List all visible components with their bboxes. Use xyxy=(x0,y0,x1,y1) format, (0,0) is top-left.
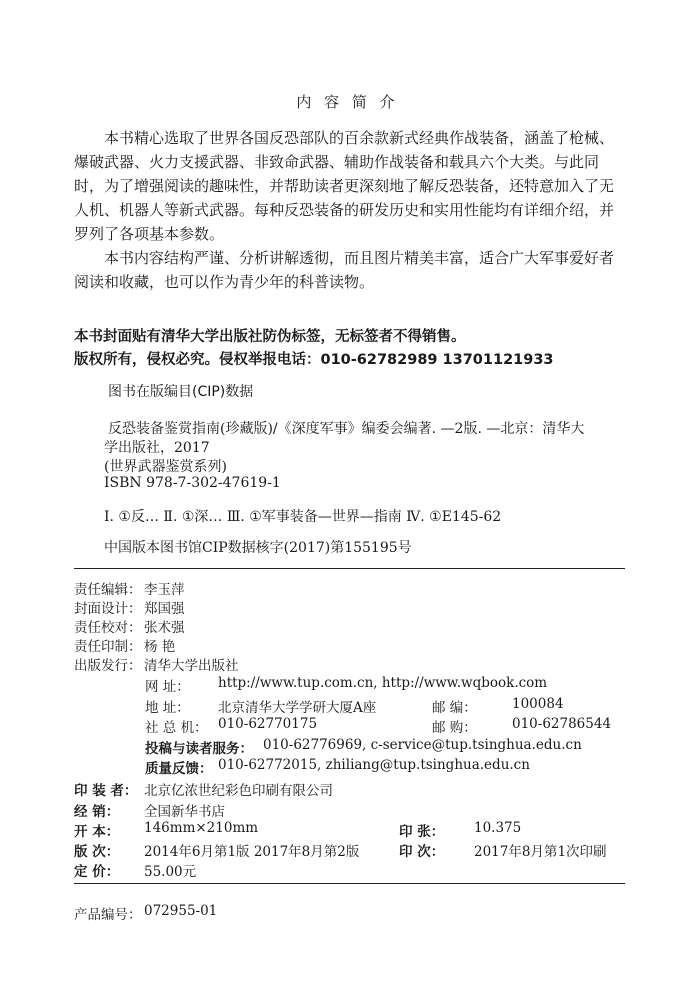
publisher-label: 出版发行： xyxy=(74,658,142,674)
cip-series: (世界武器鉴赏系列) xyxy=(104,459,227,475)
website-value: http://www.tup.com.cn, http://www.wqbook.com xyxy=(218,675,548,691)
intro-line: 阅读和收藏，也可以作为青少年的科普读物。 xyxy=(74,273,375,291)
printer-label: 印 装 者： xyxy=(74,783,138,799)
price-label: 定 价： xyxy=(74,864,120,880)
edition-label: 版 次： xyxy=(74,844,120,860)
cover-designer-value: 郑国强 xyxy=(144,601,185,617)
page-title: 内 容 简 介 xyxy=(296,93,399,111)
intro-paragraph-2 xyxy=(74,246,634,294)
impression-label: 印 次： xyxy=(399,844,445,860)
divider-top xyxy=(74,568,625,569)
intro-line: 本书内容结构严谨、分析讲解透彻，而且图片精美丰富，适合广大军事爱好者 xyxy=(104,249,615,267)
intro-line: 人机、机器人等新式武器。每种反恐装备的研发历史和实用性能均有详细介绍，并 xyxy=(74,201,615,219)
print-manager-label: 责任印制： xyxy=(74,639,142,655)
cip-heading: 图书在版编目(CIP)数据 xyxy=(108,384,254,400)
cip-line-2: 学出版社，2017 xyxy=(104,440,210,456)
edition-value: 2014年6月第1版 2017年8月第2版 xyxy=(144,844,360,860)
price-value: 55.00元 xyxy=(144,864,197,880)
postcode-label: 邮 编： xyxy=(432,700,477,716)
publisher-value: 清华大学出版社 xyxy=(144,658,239,674)
product-code-value: 072955-01 xyxy=(144,903,218,919)
editor-value: 李玉萍 xyxy=(144,582,185,598)
divider-bottom xyxy=(74,883,625,884)
product-code-label: 产品编号： xyxy=(74,907,142,923)
distributor-label: 经 销： xyxy=(74,804,120,820)
reader-service-value: 010-62776969, c-service@tup.tsinghua.edu.cn xyxy=(263,737,582,753)
intro-paragraph-1 xyxy=(74,126,634,246)
print-manager-value: 杨 艳 xyxy=(144,639,176,655)
quality-feedback-value: 010-62772015, zhiliang@tup.tsinghua.edu.cn xyxy=(218,757,530,773)
sheets-value: 10.375 xyxy=(474,820,522,836)
intro-line: 本书精心选取了世界各国反恐部队的百余款新式经典作战装备，涵盖了枪械、 xyxy=(104,129,615,147)
impression-value: 2017年8月第1次印刷 xyxy=(474,844,607,860)
intro-line: 时，为了增强阅读的趣味性，并帮助读者更深刻地了解反恐装备，还特意加入了无 xyxy=(74,177,615,195)
sheets-label: 印 张： xyxy=(399,824,445,840)
distributor-value: 全国新华书店 xyxy=(144,804,225,820)
switchboard-value: 010-62770175 xyxy=(218,716,318,732)
address-value: 北京清华大学学研大厦A座 xyxy=(218,700,377,716)
quality-feedback-label: 质量反馈： xyxy=(145,761,213,777)
cip-line-1: 反恐装备鉴赏指南(珍藏版)/《深度军事》编委会编著. —2版. —北京：清华大 xyxy=(108,421,585,437)
copyright-notice: 版权所有，侵权必究。侵权举报电话：010-62782989 13701121933 xyxy=(74,352,554,368)
cip-classification: Ⅰ. ①反… Ⅱ. ①深… Ⅲ. ①军事装备—世界—指南 Ⅳ. ①E145-62 xyxy=(104,509,502,525)
proofreader-value: 张术强 xyxy=(144,620,185,636)
address-label: 地 址： xyxy=(145,700,190,716)
intro-line: 爆破武器、火力支援武器、非致命武器、辅助作战装备和载具六个大类。与此同 xyxy=(74,153,600,171)
cover-designer-label: 封面设计： xyxy=(74,601,142,617)
website-label: 网 址： xyxy=(145,679,190,695)
reader-service-label: 投稿与读者服务： xyxy=(145,741,253,757)
cip-library-number: 中国版本图书馆CIP数据核字(2017)第155195号 xyxy=(104,540,412,556)
editor-label: 责任编辑： xyxy=(74,582,142,598)
mail-order-label: 邮 购： xyxy=(432,720,477,736)
printer-value: 北京亿浓世纪彩色印刷有限公司 xyxy=(144,783,333,799)
switchboard-label: 社 总 机： xyxy=(145,720,208,736)
format-label: 开 本： xyxy=(74,824,120,840)
intro-line: 罗列了各项基本参数。 xyxy=(74,225,225,243)
anti-counterfeit-notice: 本书封面贴有清华大学出版社防伪标签，无标签者不得销售。 xyxy=(74,329,466,345)
mail-order-value: 010-62786544 xyxy=(512,716,612,732)
postcode-value: 100084 xyxy=(512,696,564,712)
cip-isbn: ISBN 978-7-302-47619-1 xyxy=(104,475,281,491)
proofreader-label: 责任校对： xyxy=(74,620,142,636)
format-value: 146mm×210mm xyxy=(144,820,259,836)
